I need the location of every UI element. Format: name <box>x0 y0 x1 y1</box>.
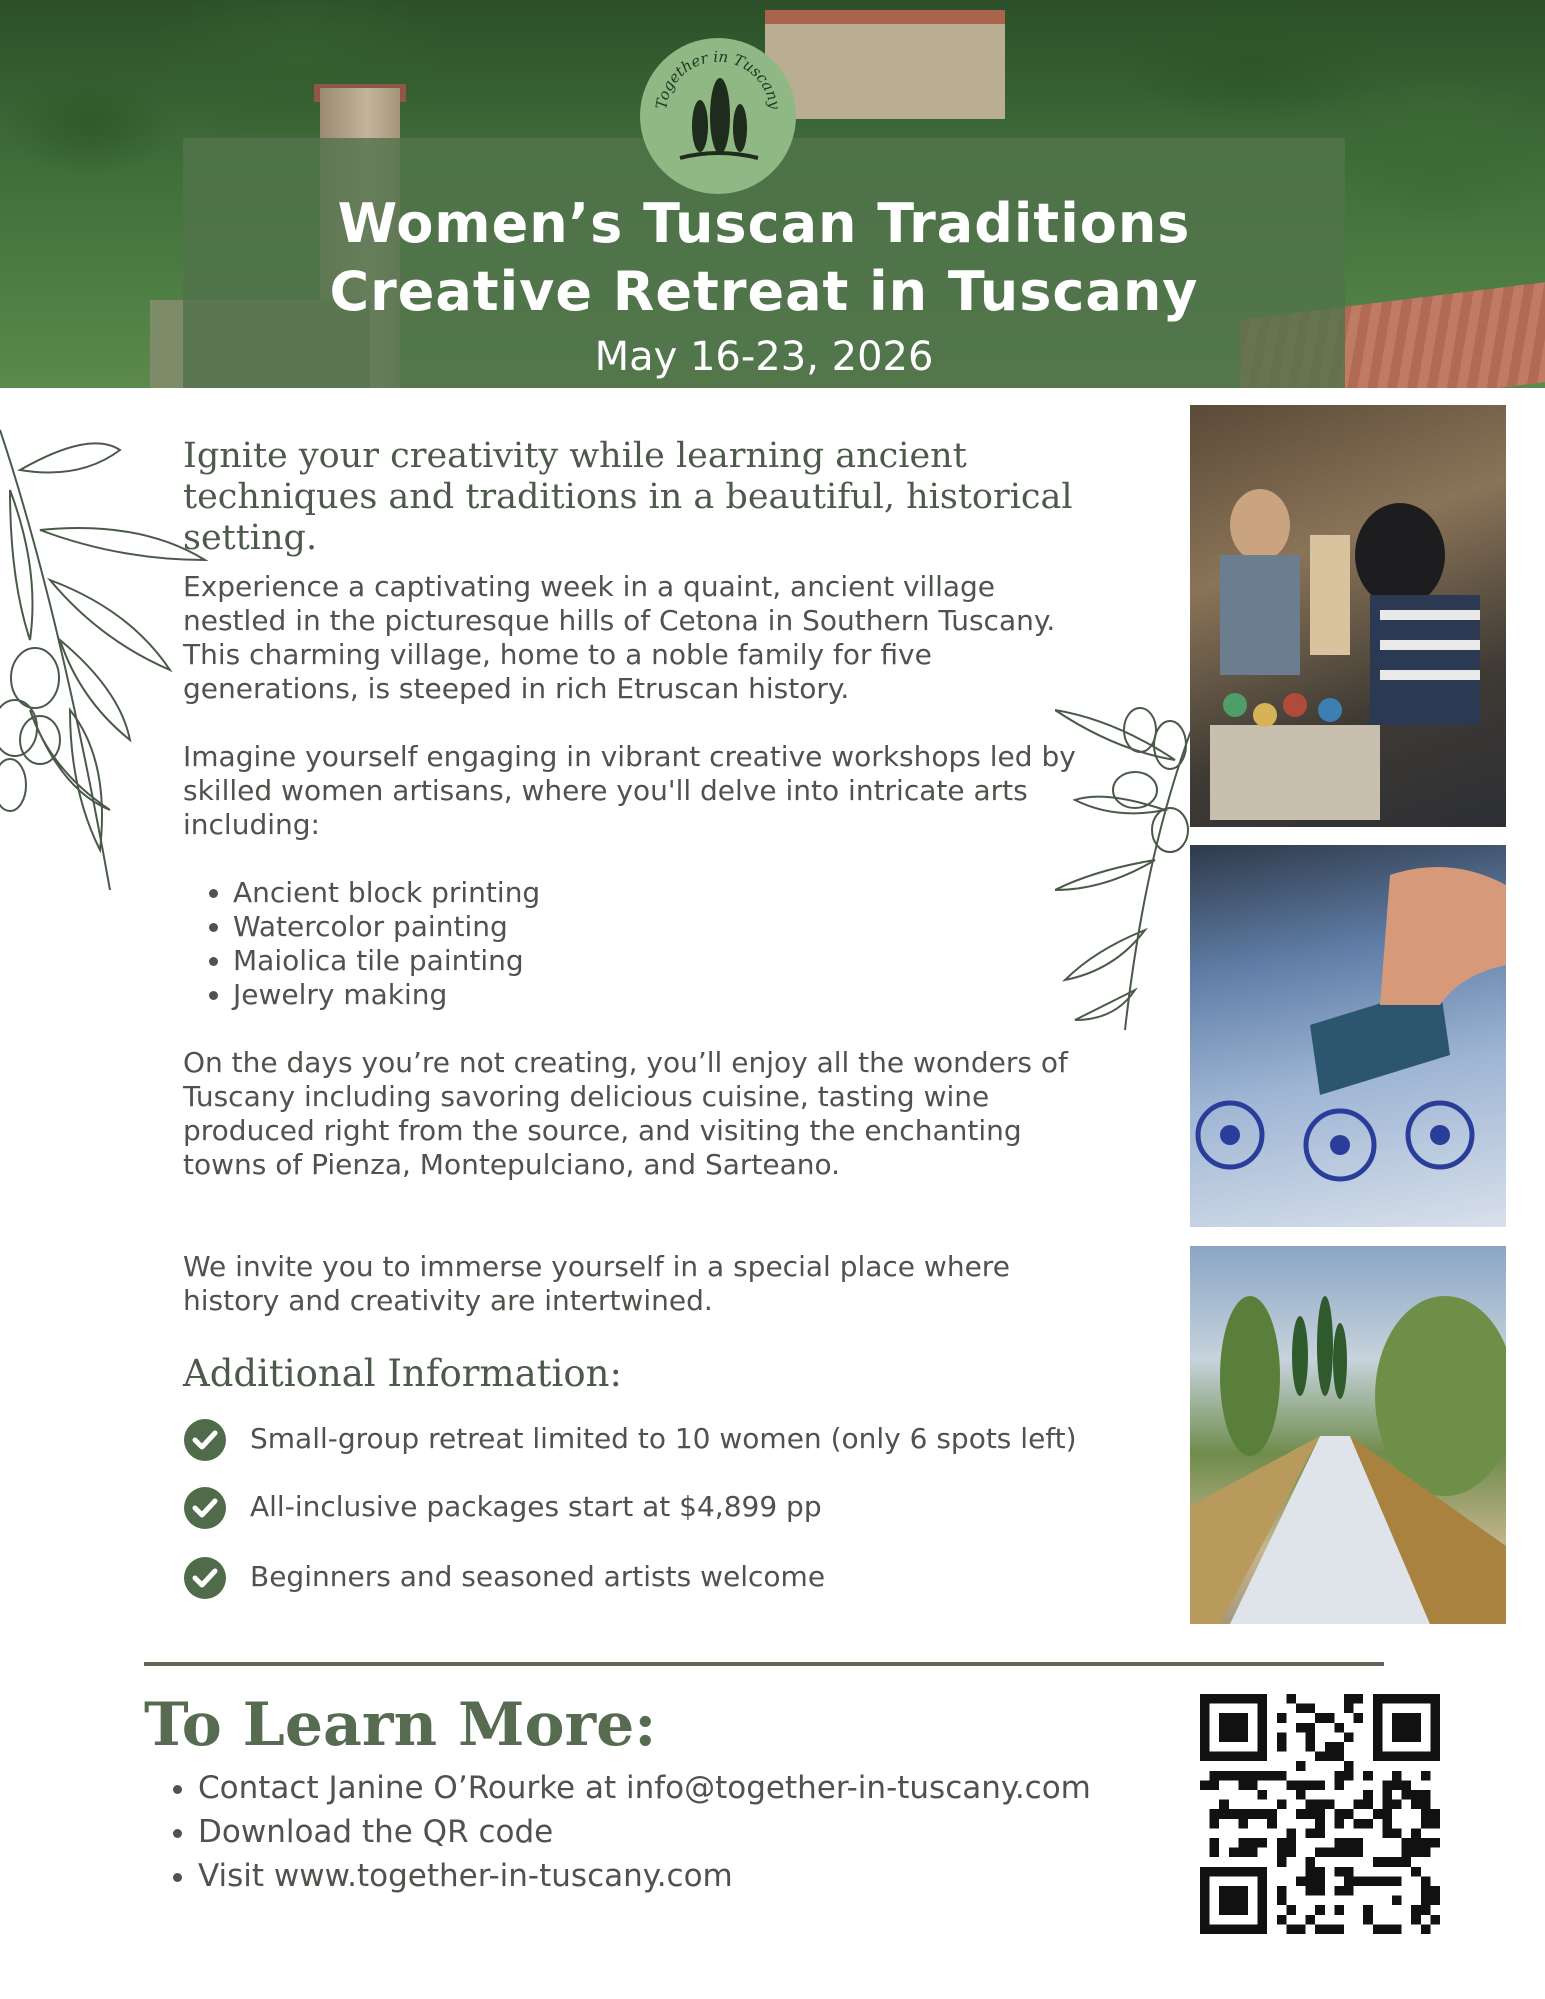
paragraph-village: Experience a captivating week in a quaint, ancient village nestled in the picturesque hills of Cetona in Southern Tuscany. This charming village, home to a noble family for five generations, is steeped in rich Etruscan history. <box>183 570 1056 705</box>
arts-list <box>183 876 933 1012</box>
together-in-tuscany-logo <box>640 38 796 194</box>
header-hero-image <box>0 0 1545 388</box>
list-item: • Jewelry making <box>233 978 933 1012</box>
checkmark-icon <box>183 1486 227 1530</box>
block-printing-photo <box>1190 845 1506 1227</box>
info-row <box>183 1486 1143 1530</box>
watercolor-cypress-painting-photo <box>1190 1246 1506 1624</box>
website-item[interactable]: • Visit www.together-in-tuscany.com <box>198 1854 1091 1898</box>
list-item: • Watercolor painting <box>233 910 933 944</box>
paragraph-invite: We invite you to immerse yourself in a special place where history and creativity are intertwined. <box>183 1250 1010 1317</box>
additional-info-heading: Additional Information: <box>183 1352 622 1395</box>
list-item: • Ancient block printing <box>233 876 933 910</box>
checkmark-icon <box>183 1418 227 1462</box>
info-text: Beginners and seasoned artists welcome <box>250 1560 826 1593</box>
learn-more-heading: To Learn More: <box>144 1690 657 1760</box>
retreat-date: May 16-23, 2026 <box>594 334 934 380</box>
info-row <box>183 1556 1143 1600</box>
title-line-1: Women’s Tuscan Traditions <box>337 192 1191 255</box>
paragraph-workshops: Imagine yourself engaging in vibrant creative workshops led by skilled women artisans, where you'll delve into intricate arts including: <box>183 740 1076 841</box>
section-divider <box>144 1662 1384 1666</box>
villa-building <box>765 10 1005 119</box>
title-line-2: Creative Retreat in Tuscany <box>329 260 1199 323</box>
learn-more-list <box>144 1766 1091 1898</box>
list-item: • Maiolica tile painting <box>233 944 933 978</box>
contact-item[interactable]: • Contact Janine O’Rourke at info@together-in-tuscany.com <box>198 1766 1091 1810</box>
logo-text: Together in Tuscany <box>652 47 784 111</box>
qr-code[interactable] <box>1200 1694 1440 1934</box>
workshop-painting-photo <box>1190 405 1506 827</box>
paragraph-tuscany: On the days you’re not creating, you’ll enjoy all the wonders of Tuscany including savoring delicious cuisine, tasting wine produced right from the source, and visiting the enchanting towns of Pienza, Montepulciano, and Sarteano. <box>183 1046 1068 1181</box>
info-text: All-inclusive packages start at $4,899 pp <box>250 1490 822 1523</box>
info-row <box>183 1418 1143 1462</box>
intro-tagline: Ignite your creativity while learning ancient techniques and traditions in a beautiful, historical setting. <box>183 436 1073 558</box>
checkmark-icon <box>183 1556 227 1600</box>
qr-download-item: • Download the QR code <box>198 1810 1091 1854</box>
info-text: Small-group retreat limited to 10 women (only 6 spots left) <box>250 1422 1077 1455</box>
